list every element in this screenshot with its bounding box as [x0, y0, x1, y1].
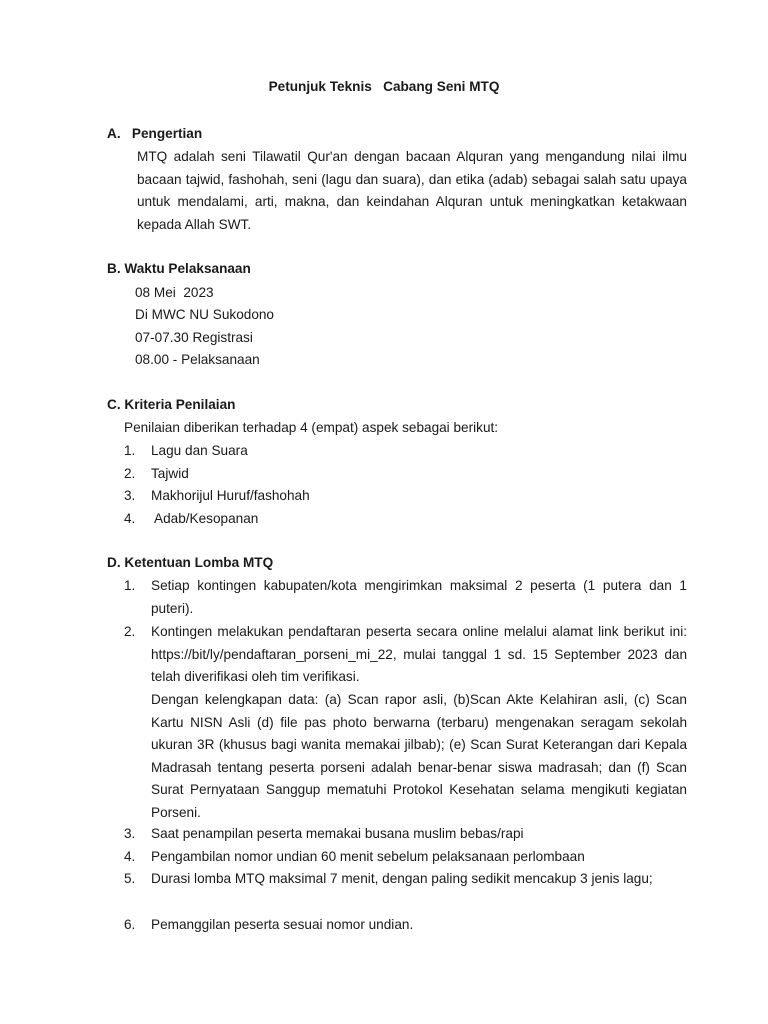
- rule-number: 5.: [124, 871, 136, 886]
- rule-item: Kontingen melakukan pendaftaran peserta secara online melalui alamat link berikut ini: https://bit/ly/pendaftaran_porseni_mi_22, mulai tanggal 1 sd. 15 September 2023 dan telah diverifikasi oleh tim verifikasi.: [151, 624, 687, 684]
- criteria-number: 3.: [124, 488, 136, 503]
- rule-number: 2.: [124, 624, 136, 639]
- rule-number: 3.: [124, 826, 136, 841]
- criteria-intro: Penilaian diberikan terhadap 4 (empat) aspek sebagai berikut:: [124, 420, 499, 435]
- rule-number: 6.: [124, 917, 136, 932]
- section-a-paragraph: MTQ adalah seni Tilawatil Qur'an dengan bacaan Alquran yang mengandung nilai ilmu bacaan tajwid, fashohah, seni (lagu dan suara), dan etika (adab) sebagai salah satu upaya untuk mendalami, arti, makna, dan keindahan Alquran untuk meningkatkan ketakwaan kepada Allah SWT.: [137, 149, 687, 232]
- event-date: 08 Mei 2023: [135, 285, 214, 300]
- section-b-heading: B. Waktu Pelaksanaan: [107, 261, 251, 276]
- criteria-number: 2.: [124, 466, 136, 481]
- criteria-item: Adab/Kesopanan: [151, 511, 259, 526]
- rule-item: Saat penampilan peserta memakai busana muslim bebas/rapi: [151, 826, 524, 841]
- criteria-item: Tajwid: [151, 466, 189, 481]
- criteria-number: 1.: [124, 443, 136, 458]
- rule-item-continuation: Dengan kelengkapan data: (a) Scan rapor asli, (b)Scan Akte Kelahiran asli, (c) Scan Kartu NISN Asli (d) file pas photo berwarna (terbaru) mengenakan seragam sekolah ukuran 3R (khusus bagi wanita memakai jilbab); (e) Scan Surat Keterangan dari Kepala Madrasah tentang peserta porseni adalah benar-benar siswa madrasah; dan (f) Scan Surat Pernyataan Sanggup mematuhi Protokol Kesehatan selama mengikuti kegiatan Porseni.: [151, 692, 687, 820]
- rule-number: 4.: [124, 849, 136, 864]
- rule-item: Pemanggilan peserta sesuai nomor undian.: [151, 917, 414, 932]
- criteria-number: 4.: [124, 511, 136, 526]
- execution-time: 08.00 - Pelaksanaan: [135, 352, 260, 367]
- criteria-item: Lagu dan Suara: [151, 443, 248, 458]
- section-a-heading: A. Pengertian: [107, 126, 203, 141]
- document-title: Petunjuk Teknis Cabang Seni MTQ: [268, 79, 500, 94]
- section-c-heading: C. Kriteria Penilaian: [107, 397, 236, 412]
- rule-item: Pengambilan nomor undian 60 menit sebelum pelaksanaan perlombaan: [151, 849, 585, 864]
- section-d-heading: D. Ketentuan Lomba MTQ: [107, 555, 274, 570]
- rule-number: 1.: [124, 578, 136, 593]
- rule-item: Setiap kontingen kabupaten/kota mengirimkan maksimal 2 peserta (1 putera dan 1 puteri).: [151, 578, 687, 616]
- event-venue: Di MWC NU Sukodono: [135, 307, 274, 322]
- registration-time: 07-07.30 Registrasi: [135, 330, 253, 345]
- criteria-item: Makhorijul Huruf/fashohah: [151, 488, 310, 503]
- rule-item: Durasi lomba MTQ maksimal 7 menit, dengan paling sedikit mencakup 3 jenis lagu;: [151, 871, 653, 886]
